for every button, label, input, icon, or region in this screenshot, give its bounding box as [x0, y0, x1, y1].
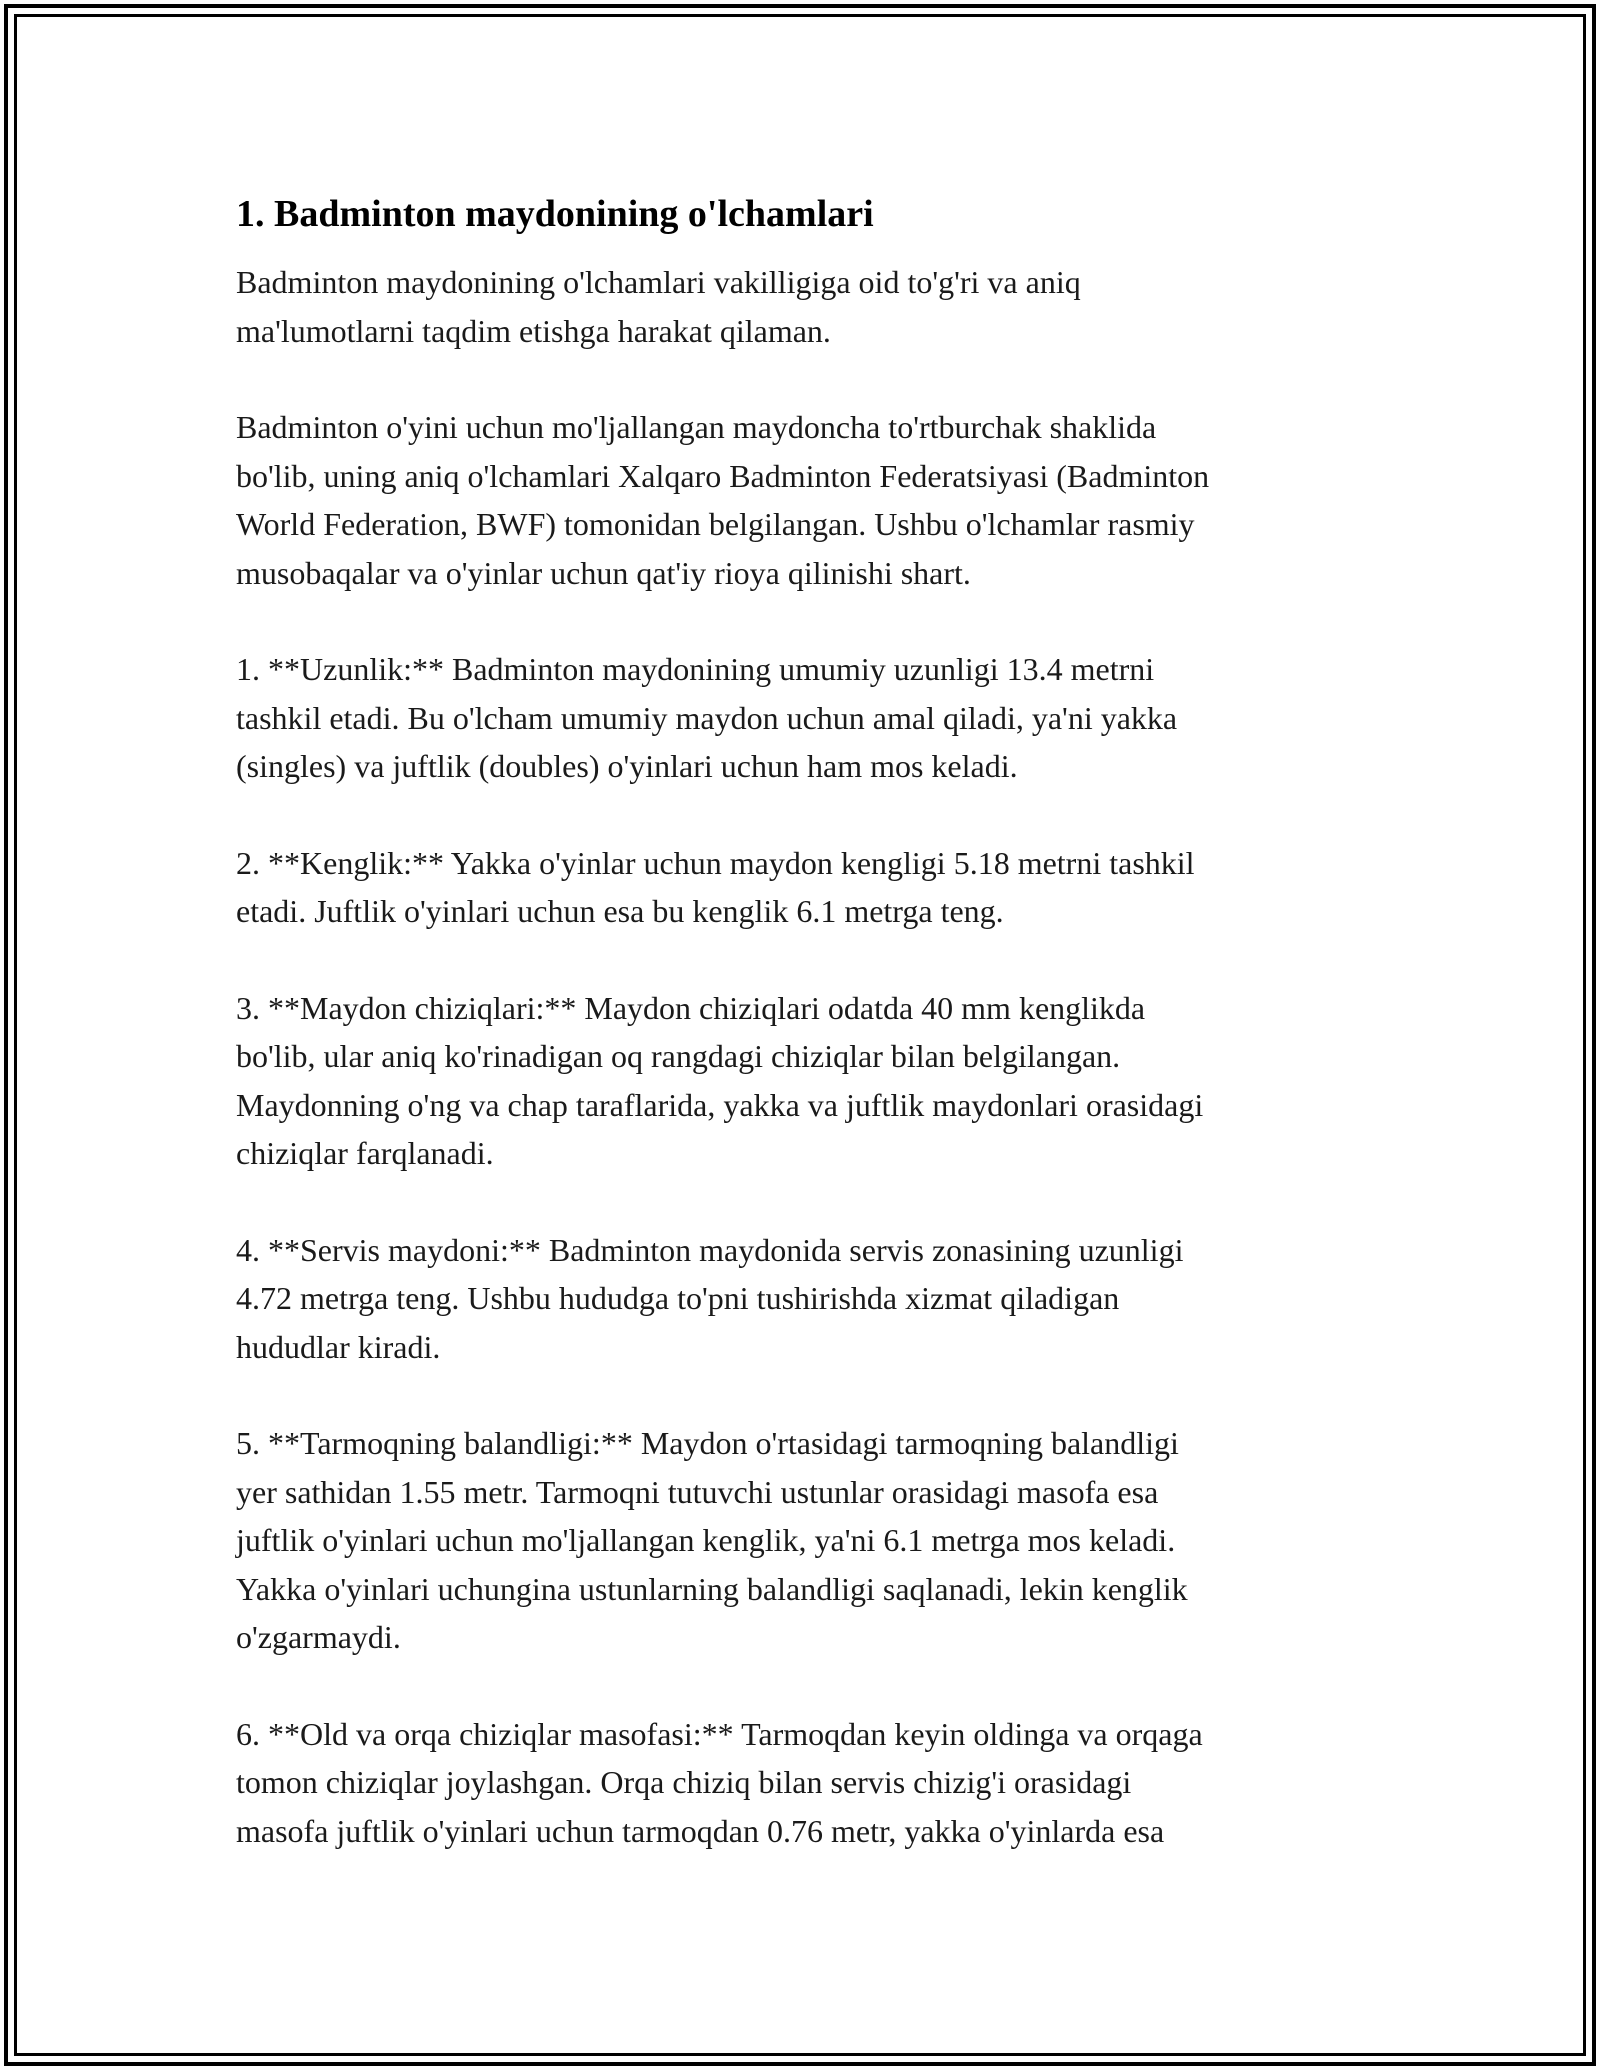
document-body	[236, 188, 1366, 1903]
front-back-lines-paragraph: 6. **Old va orqa chiziqlar masofasi:** Tarmoqdan keyin oldinga va orqaga tomon chiziqlar joylashgan. Orqa chiziq bilan servis chizig'i orasidagi masofa juftlik o'yinlari uchun tarmoqdan 0.76 metr, yakka o'yinlarda esa	[236, 1715, 1203, 1849]
length-paragraph: 1. **Uzunlik:** Badminton maydonining umumiy uzunligi 13.4 metrni tashkil etadi. Bu o'lcham umumiy maydon uchun amal qiladi, ya'ni yakka (singles) va juftlik (doubles) o'yinlari uchun ham mos keladi.	[236, 651, 1178, 784]
width-paragraph: 2. **Kenglik:** Yakka o'yinlar uchun maydon kengligi 5.18 metrni tashkil etadi. Juftlik o'yinlari uchun esa bu kenglik 6.1 metrga teng.	[236, 844, 1195, 929]
intro-paragraph: Badminton maydonining o'lchamlari vakilligiga oid to'g'ri va aniq ma'lumotlarni taqdim etishga harakat qilaman.	[236, 264, 1081, 349]
section-heading: 1. Badminton maydonining o'lchamlari	[236, 193, 874, 235]
overview-paragraph: Badminton o'yini uchun mo'ljallangan maydoncha to'rtburchak shaklida bo'lib, uning aniq o'lchamlari Xalqaro Badminton Federatsiyasi (Badminton World Federation, BWF) tomonidan belgilangan. Ushbu o'lchamlar rasmiy musobaqalar va o'yinlar uchun qat'iy rioya qilinishi shart.	[236, 409, 1210, 591]
service-area-paragraph: 4. **Servis maydoni:** Badminton maydonida servis zonasining uzunligi 4.72 metrga teng. Ushbu hududga to'pni tushirishda xizmat qiladigan hududlar kiradi.	[236, 1231, 1184, 1365]
court-lines-paragraph: 3. **Maydon chiziqlari:** Maydon chiziqlari odatda 40 mm kenglikda bo'lib, ular aniq ko'rinadigan oq rangdagi chiziqlar bilan belgilangan. Maydonning o'ng va chap taraflarida, yakka va juftlik maydonlari orasidagi chiziqlar farqlanadi.	[236, 989, 1204, 1171]
net-height-paragraph: 5. **Tarmoqning balandligi:** Maydon o'rtasidagi tarmoqning balandligi yer sathidan 1.55 metr. Tarmoqni tutuvchi ustunlar orasidagi masofa esa juftlik o'yinlari uchun mo'ljallangan kenglik, ya'ni 6.1 metrga mos keladi. Yakka o'yinlari uchungina ustunlarning balandligi saqlanadi, lekin kenglik o'zgarmaydi.	[236, 1425, 1188, 1655]
